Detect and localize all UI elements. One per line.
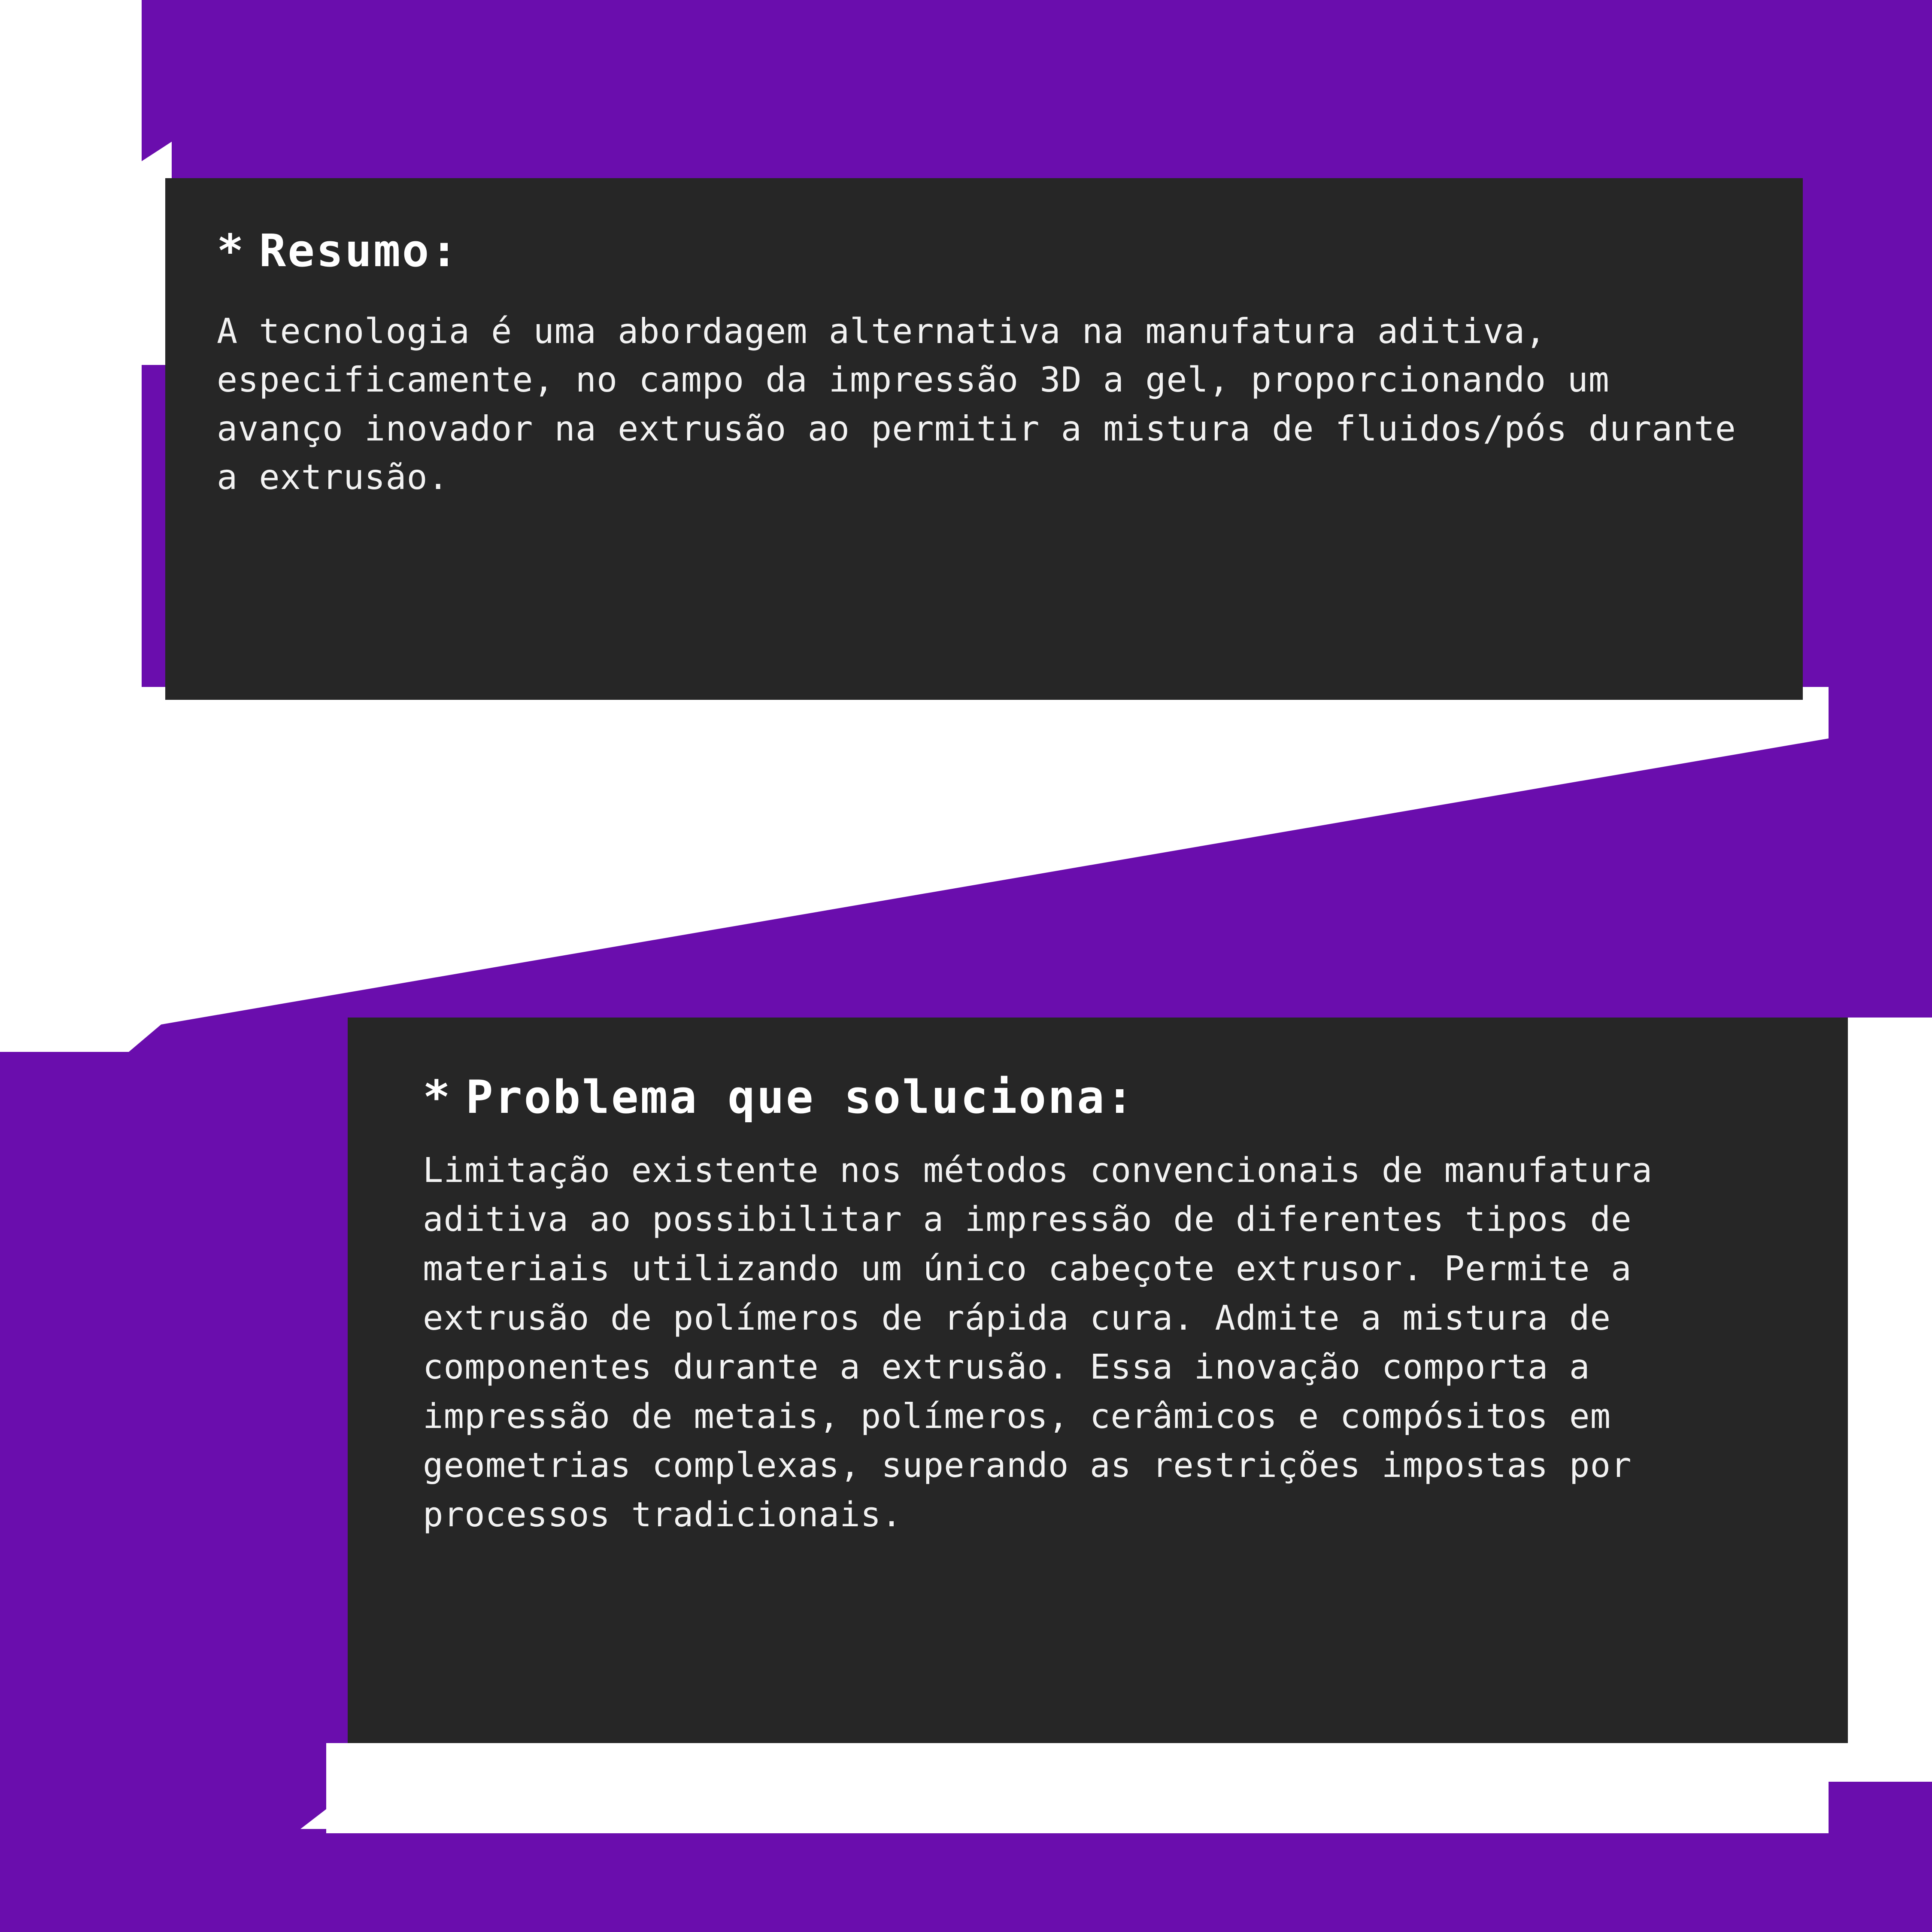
card-problema-body: Limitação existente nos métodos convencionais de manufatura aditiva ao possibilitar a impressão de diferentes tipos de materiais utilizando um único cabeçote extrusor. Permite a extrusão de polímeros de rápida cura. Admite a mistura de componentes durante a extrusão. Essa inovação comporta a impressão de metais, polímeros, cerâmicos e compósitos em geometrias complexas, superando as restrições impostas por processos tradicionais. (423, 1150, 1674, 1534)
card-resumo-title-text: Resumo: (259, 225, 459, 277)
decorative-shape-middle-diagonal (0, 687, 1846, 1043)
card-problema (348, 1018, 1848, 1743)
card-problema-title-text: Problema que soluciona: (465, 1071, 1135, 1124)
decorative-shape-bottom-band (300, 1743, 1829, 1829)
asterisk-icon: * (423, 1071, 452, 1124)
card-resumo-body: A tecnologia é uma abordagem alternativa na manufatura aditiva, especificamente, no campo da impressão 3D a gel, proporcionando um avanço inovador na extrusão ao permitir a mistura de fluidos/pós durante a extrusão. (217, 311, 1757, 498)
card-resumo (165, 178, 1803, 700)
card-problema-title (423, 1071, 1792, 1124)
card-resumo-title (217, 225, 1751, 277)
asterisk-icon: * (217, 225, 246, 277)
